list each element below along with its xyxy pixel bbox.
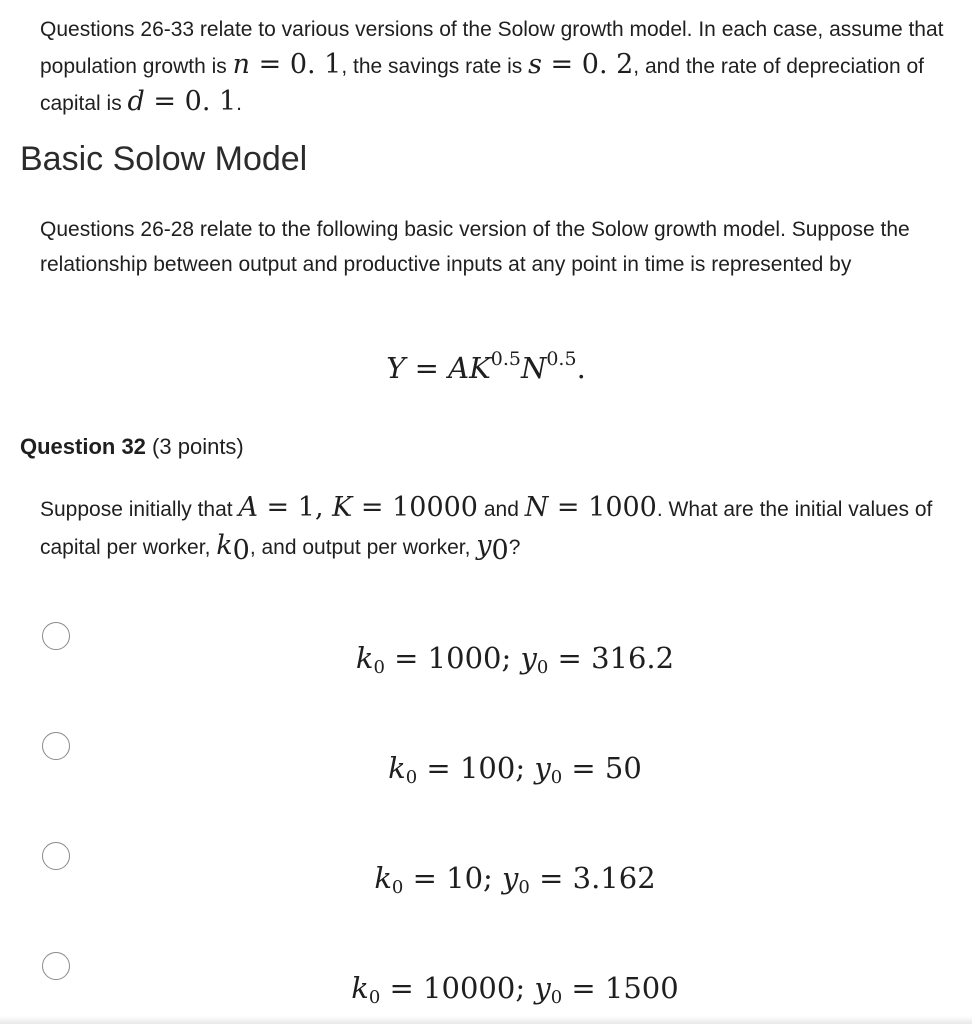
value-n: 0. 1 — [289, 49, 342, 80]
value-y0: 50 — [604, 751, 642, 785]
var-n: n — [232, 49, 251, 80]
subscript-0: 0 — [536, 657, 549, 678]
var-Y: Y — [386, 351, 406, 385]
and-text: and — [478, 498, 525, 521]
equals-sign: = — [541, 49, 582, 80]
var-d: d — [127, 86, 145, 117]
question-prompt — [40, 490, 945, 569]
option-1-label[interactable] — [0, 638, 972, 688]
equals-sign: = — [352, 492, 393, 523]
equals-sign: = — [548, 641, 592, 675]
model-assumptions-text — [40, 12, 945, 121]
equals-sign: = — [548, 492, 589, 523]
equals-sign: = — [384, 641, 428, 675]
var-A: A — [238, 492, 258, 523]
value-k0: 10000 — [423, 971, 516, 1005]
equals-sign: = — [144, 86, 185, 117]
value-y0: 3.162 — [572, 861, 656, 895]
exponent-N: 0.5 — [546, 348, 577, 370]
var-N: N — [524, 492, 549, 523]
value-k0: 1000 — [427, 641, 502, 675]
var-K: K — [469, 351, 491, 385]
assumptions-text-2: , the savings rate is — [341, 55, 529, 78]
option-3-label[interactable] — [0, 858, 972, 908]
period: . — [236, 92, 243, 115]
subscript-0: 0 — [405, 767, 418, 788]
equals-sign: = — [562, 971, 605, 1005]
production-function-equation — [0, 348, 972, 386]
option-4-label[interactable] — [0, 968, 972, 1018]
var-y: y — [520, 641, 537, 675]
value-A: 1 — [297, 492, 315, 523]
equals-sign: = — [257, 492, 298, 523]
subscript-0: 0 — [550, 767, 563, 788]
subscript-0: 0 — [368, 987, 381, 1008]
question-points: (3 points) — [152, 434, 244, 459]
comma: , — [314, 492, 333, 523]
separator: ; — [515, 971, 535, 1005]
question-mark: ? — [508, 536, 521, 559]
value-k0: 10 — [446, 861, 484, 895]
separator: ; — [501, 641, 521, 675]
section-heading: Basic Solow Model — [20, 140, 308, 178]
prompt-text-1: Suppose initially that — [40, 498, 239, 521]
option-2-label[interactable] — [0, 748, 972, 798]
value-N: 1000 — [588, 492, 657, 523]
value-s: 0. 2 — [581, 49, 634, 80]
var-A: A — [448, 351, 470, 385]
var-y0: y — [476, 530, 492, 561]
value-y0: 1500 — [604, 971, 679, 1005]
var-k: k — [355, 641, 374, 675]
value-k0: 100 — [459, 751, 516, 785]
section-intro-text: Questions 26-28 relate to the following basic version of the Solow growth model. Suppose the relationship between output and productive inputs at any point in time is represented by — [40, 218, 910, 276]
var-k: k — [374, 861, 392, 895]
equals-sign: = — [403, 861, 447, 895]
assumptions-text-3: , and the rate of depreciation of capital is — [40, 55, 924, 115]
value-d: 0. 1 — [184, 86, 237, 117]
exponent-K: 0.5 — [490, 348, 521, 370]
question-header — [20, 430, 244, 464]
separator: ; — [515, 751, 535, 785]
assumptions-text-1: Questions 26-33 relate to various versions of the Solow growth model. In each case, assume that population growth is — [40, 18, 944, 78]
var-k: k — [351, 971, 369, 1005]
equals-sign: = — [562, 751, 605, 785]
var-y: y — [502, 861, 519, 895]
value-K: 10000 — [392, 492, 478, 523]
equals-sign: = — [380, 971, 424, 1005]
var-s: s — [528, 49, 542, 80]
subscript-0: 0 — [391, 877, 404, 898]
var-y: y — [534, 971, 551, 1005]
subscript-0: 0 — [232, 535, 250, 566]
var-k0: k — [216, 530, 233, 561]
equals-sign: = — [529, 861, 573, 895]
question-title: Question 32 — [20, 434, 146, 459]
var-y: y — [534, 751, 551, 785]
equals-sign: = — [417, 751, 460, 785]
separator: ; — [483, 861, 503, 895]
var-K: K — [332, 492, 353, 523]
subscript-0: 0 — [518, 877, 530, 898]
value-y0: 316.2 — [591, 641, 675, 675]
var-N: N — [520, 351, 547, 385]
period: . — [576, 351, 586, 385]
bottom-edge-shadow — [0, 1016, 972, 1024]
equals-sign: = — [405, 351, 449, 385]
subscript-0: 0 — [491, 535, 509, 566]
subscript-0: 0 — [373, 657, 385, 678]
prompt-text-2: . What are the initial values of capital per worker, — [40, 498, 933, 559]
equals-sign: = — [250, 49, 290, 80]
subscript-0: 0 — [550, 987, 563, 1008]
var-k: k — [388, 751, 406, 785]
prompt-text-3: , and output per worker, — [249, 536, 477, 559]
